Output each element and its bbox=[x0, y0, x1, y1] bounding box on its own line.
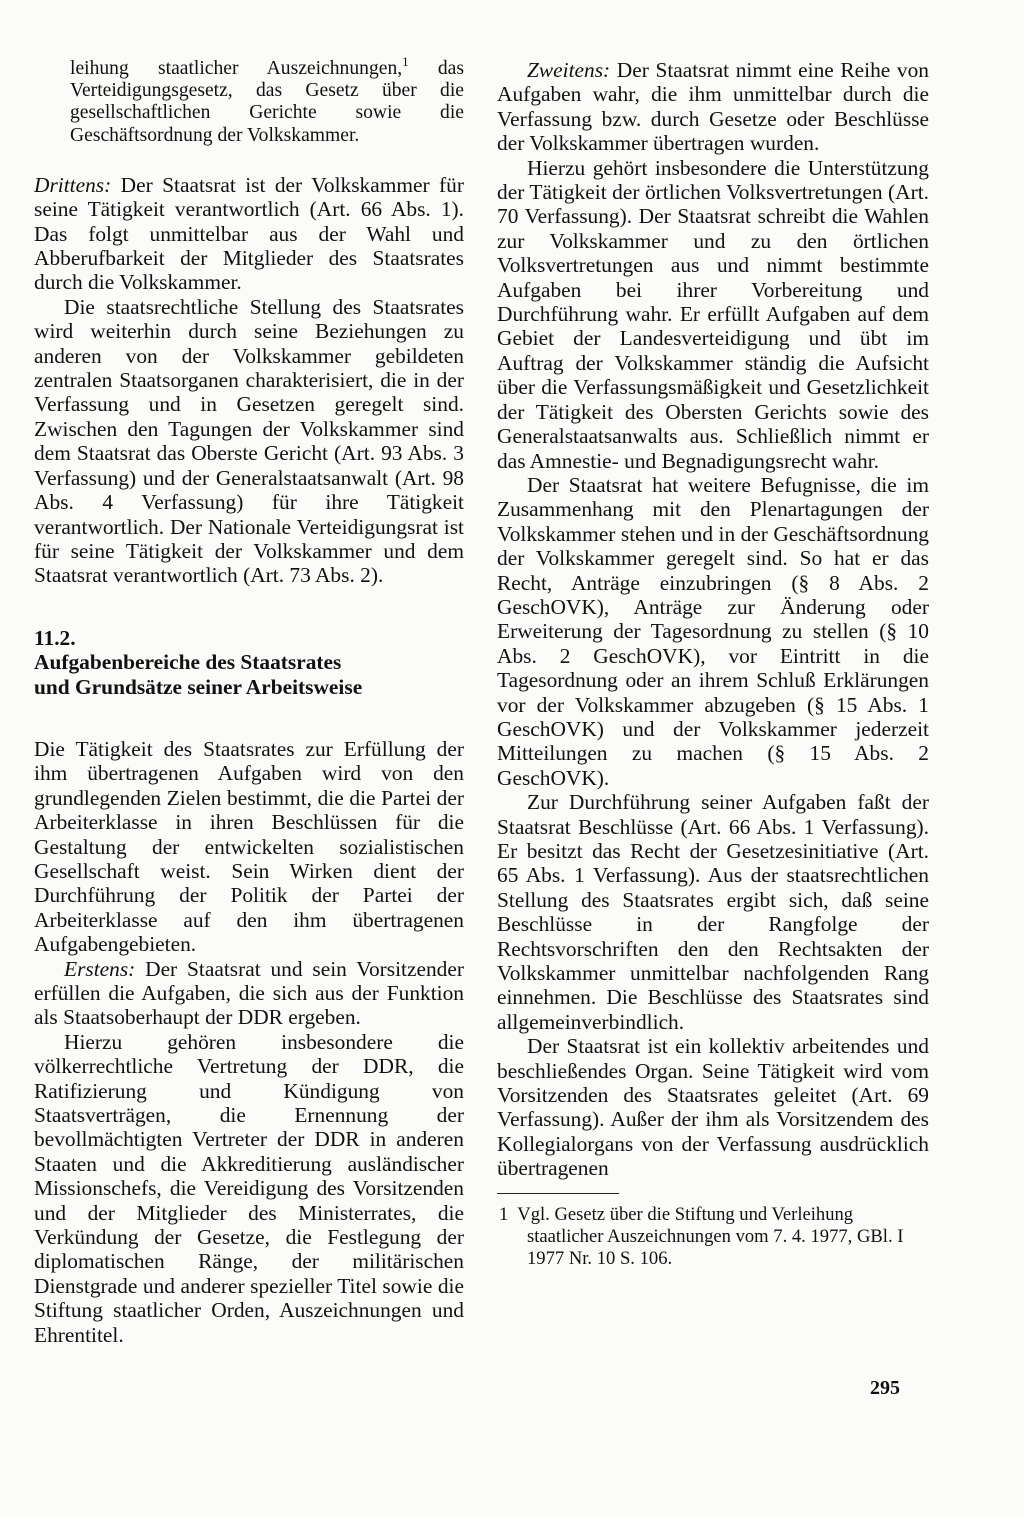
paragraph-drittens: Drittens: Der Staatsrat ist der Volkskammer für seine Tätigkeit verantwortlich (Art. 66 Abs. 1). Das folgt unmittelbar aus der Wahl und Abberufbarkeit der Mitglieder des Staatsrates durch die Volkskammer. bbox=[34, 172, 464, 295]
paragraph-befugnisse: Der Staatsrat hat weitere Befugnisse, die im Zusammenhang mit den Plenartagungen der Volkskammer stehen und in der Geschäftsordnung der Volkskammer geregelt sind. So hat er das Recht, Anträge einzubringen (§ 8 Abs. 2 GeschOVK), Anträge zur Änderung oder Erweiterung der Tagesordnung zu stellen (§ 10 Abs. 2 GeschOVK), vor Eintritt in die Tagesordnung oder an ihrem Schluß Erklärungen vor der Volkskammer abzugeben (§ 15 Abs. 1 GeschOVK) und der Volkskammer jederzeit Mitteilungen zu machen (§ 15 Abs. 2 GeschOVK). bbox=[497, 472, 929, 790]
section-title-line-2: und Grundsätze seiner Arbeitsweise bbox=[34, 674, 363, 699]
section-number: 11.2. bbox=[34, 625, 76, 650]
enumeration-label: Erstens: bbox=[64, 956, 136, 981]
paragraph-taetigkeit: Die Tätigkeit des Staatsrates zur Erfüllung der ihm übertragenen Aufgaben wird von den grundlegenden Zielen bestimmt, die die Partei der Arbeiterklasse in ihren Beschlüssen für die Gestaltung der entwickelten sozialistischen Gesellschaft weist. Sein Wirken dient der Durchführung der Politik der Partei der Arbeiterklasse auf den ihm übertragenen Aufgabengebieten. bbox=[34, 736, 464, 957]
paragraph-stellung: Die staatsrechtliche Stellung des Staatsrates wird weiterhin durch seine Beziehungen zu anderen von der Volkskammer gebildeten zentralen Staatsorganen charakterisiert, die in der Verfassung und in Gesetzen geregelt sind. Zwischen den Tagungen der Volkskammer sind dem Staatsrat das Oberste Gericht (Art. 93 Abs. 3 Verfassung) und der Generalstaatsanwalt (Art. 98 Abs. 4 Verfassung) für ihre Tätigkeit verantwortlich. Der Nationale Verteidigungsrat ist für seine Tätigkeit der Volkskammer und dem Staatsrat verantwortlich (Art. 73 Abs. 2). bbox=[34, 294, 464, 588]
enumeration-label: Zweitens: bbox=[527, 58, 611, 82]
footnote-divider bbox=[497, 1193, 619, 1194]
right-column bbox=[497, 58, 929, 1270]
enumeration-label: Drittens: bbox=[34, 172, 112, 197]
paragraph-kollektiv: Der Staatsrat ist ein kollektiv arbeitendes und beschließendes Organ. Seine Tätigkeit wird vom Vorsitzenden des Staatsrates geleitet (Art. 69 Verfassung). Außer der ihm als Vorsitzendem des Kollegialorgans von der Verfassung ausdrücklich übertragenen bbox=[497, 1034, 929, 1181]
paragraph-erstens: Erstens: Der Staatsrat und sein Vorsitzender erfüllen die Aufgaben, die sich aus der Funktion als Staatsoberhaupt der DDR ergeben. bbox=[34, 956, 464, 1030]
footnote-text: Vgl. Gesetz über die Stiftung und Verleihung staatlicher Auszeichnungen vom 7. 4. 1977, GBl. I 1977 Nr. 10 S. 106. bbox=[517, 1203, 904, 1270]
paragraph-hierzu-left: Hierzu gehören insbesondere die völkerrechtliche Vertretung der DDR, die Ratifizierung und Kündigung von Staatsverträgen, die Ernennung der bevollmächtigten Vertreter der DDR in anderen Staaten und die Akkreditierung ausländischer Missionschefs, die Vereidigung des Vorsitzenden und der Mitglieder des Ministerrates, die Verkündung der Gesetze, die Festlegung der diplomatischen Ränge, der militärischen Dienstgrade und anderer spezieller Titel sowie die Stiftung staatlicher Orden, Auszeichnungen und Ehrentitel. bbox=[34, 1029, 464, 1347]
page-number: 295 bbox=[870, 1377, 900, 1399]
paragraph-beschluesse: Zur Durchführung seiner Aufgaben faßt der Staatsrat Beschlüsse (Art. 66 Abs. 1 Verfassung). Er besitzt das Recht der Gesetzesinitiative (Art. 65 Abs. 1 Verfassung). Aus der staatsrechtlichen Stellung des Staatsrates ergibt sich, daß seine Beschlüsse in der Rangfolge der Rechtsvorschriften den den Rechtsakten der Volkskammer unmittelbar nachfolgenden Rang einnehmen. Die Beschlüsse des Staatsrates sind allgemeinverbindlich. bbox=[497, 790, 929, 1034]
quote-continuation: leihung staatlicher Auszeichnungen,$^1$ das Verteidigungsgesetz, das Gesetz über die gesellschaftlichen Gerichte sowie die Geschäftsordnung der Volkskammer. bbox=[70, 54, 464, 146]
section-heading bbox=[34, 626, 464, 699]
section-title-line-1: Aufgabenbereiche des Staatsrates bbox=[34, 650, 342, 675]
paragraph-hierzu-right: Hierzu gehört insbesondere die Unterstützung der Tätigkeit der örtlichen Volksvertretungen (Art. 70 Verfassung). Der Staatsrat schreibt die Wahlen zur Volkskammer und zu den örtlichen Volksvertretungen aus und nimmt bestimmte Aufgaben bei ihrer Vorbereitung und Durchführung wahr. Er erfüllt Aufgaben auf dem Gebiet der Landesverteidigung und übt im Auftrag der Volkskammer ständig die Aufsicht über die Verfassungsmäßigkeit und Gesetzlichkeit der Tätigkeit des Obersten Gerichts sowie des Generalstaatsanwalts aus. Schließlich nimmt er das Amnestie- und Begnadigungsrecht wahr. bbox=[497, 155, 929, 473]
footnote-reference[interactable]: 1 bbox=[402, 54, 409, 69]
footnote bbox=[497, 1204, 929, 1271]
left-column bbox=[34, 54, 464, 1347]
paragraph-zweitens: Zweitens: Der Staatsrat nimmt eine Reihe von Aufgaben wahr, die ihm unmittelbar durch die Verfassung bzw. durch Gesetze oder Beschlüsse der Volkskammer übertragen wurden. bbox=[497, 58, 929, 156]
footnote-number: 1 bbox=[499, 1203, 509, 1225]
